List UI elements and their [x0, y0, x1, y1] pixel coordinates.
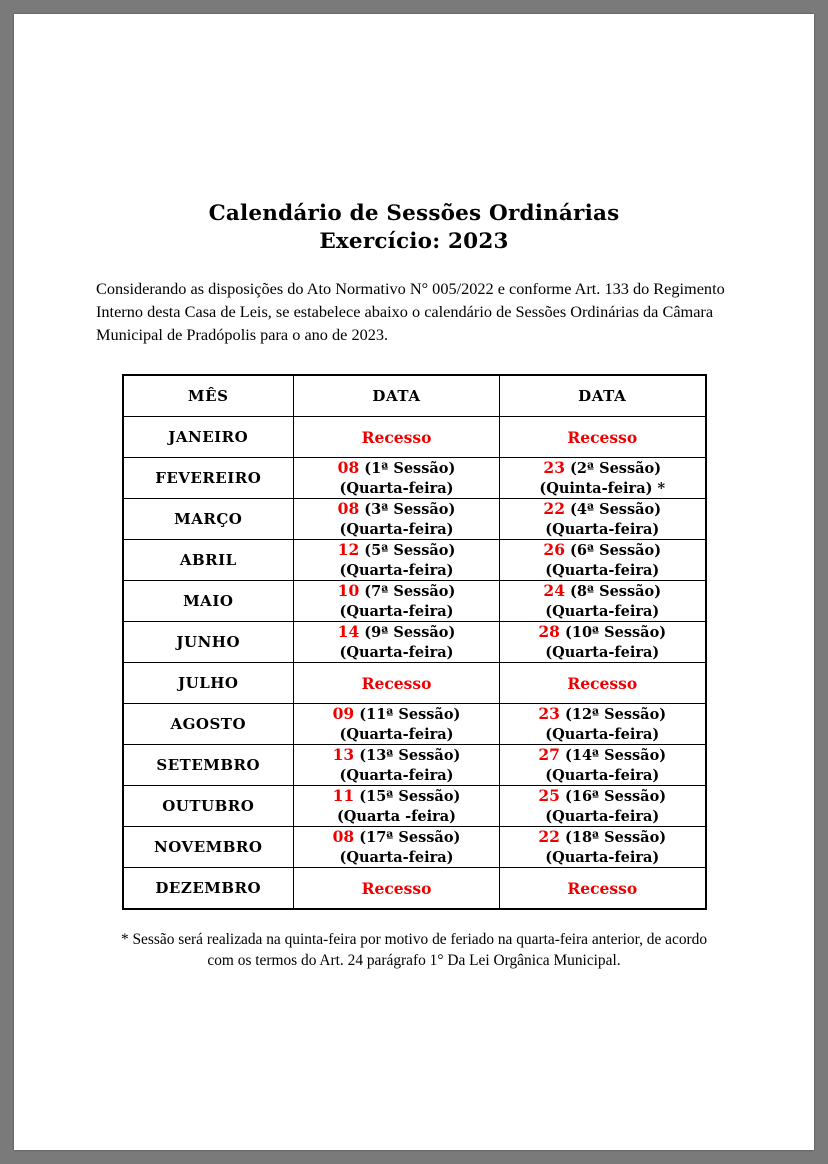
session-number: (9ª Sessão) — [359, 624, 456, 642]
session-day: 27 — [538, 745, 560, 765]
page-title — [76, 200, 752, 257]
month-cell: JUNHO — [123, 622, 294, 663]
session-weekday: (Quarta-feira) — [339, 767, 454, 785]
table-row — [123, 868, 706, 910]
session-number: (12ª Sessão) — [559, 706, 667, 724]
session-day: 25 — [538, 786, 560, 806]
session-line — [294, 623, 499, 643]
session-line — [500, 541, 705, 561]
month-cell: MAIO — [123, 581, 294, 622]
session-number: (11ª Sessão) — [354, 706, 461, 724]
date-cell-1 — [294, 827, 500, 868]
table-header-row — [123, 375, 706, 417]
session-weekday: (Quarta-feira) — [545, 644, 660, 662]
date-cell-1 — [294, 458, 500, 499]
month-cell: OUTUBRO — [123, 786, 294, 827]
session-weekday: (Quarta-feira) — [545, 726, 660, 744]
session-number: (13ª Sessão) — [354, 747, 461, 765]
document-page — [14, 14, 814, 1150]
month-cell: AGOSTO — [123, 704, 294, 745]
date-cell-2: Recesso — [500, 868, 706, 910]
session-weekday: (Quarta-feira) — [545, 849, 660, 867]
session-weekday: (Quarta-feira) — [339, 726, 454, 744]
session-number: (7ª Sessão) — [359, 583, 456, 601]
month-cell: NOVEMBRO — [123, 827, 294, 868]
session-day: 08 — [332, 827, 355, 847]
table-row — [123, 745, 706, 786]
table-row — [123, 704, 706, 745]
session-weekday: (Quinta-feira) * — [539, 480, 666, 498]
session-weekday: (Quarta -feira) — [336, 808, 457, 826]
title-line-2: Exercício: 2023 — [319, 229, 509, 255]
session-line — [294, 541, 499, 561]
session-line — [500, 746, 705, 766]
session-day: 23 — [543, 458, 565, 478]
table-header-cell: DATA — [500, 375, 706, 417]
month-cell: FEVEREIRO — [123, 458, 294, 499]
session-line — [294, 746, 499, 766]
date-cell-2: Recesso — [500, 663, 706, 704]
date-cell-1 — [294, 786, 500, 827]
month-cell: JANEIRO — [123, 417, 294, 458]
session-line — [294, 459, 499, 479]
session-number: (15ª Sessão) — [354, 788, 461, 806]
session-line — [294, 582, 499, 602]
session-weekday: (Quarta-feira) — [545, 767, 660, 785]
table-header-cell: DATA — [294, 375, 500, 417]
table-row — [123, 622, 706, 663]
session-number: (10ª Sessão) — [559, 624, 667, 642]
session-number: (16ª Sessão) — [559, 788, 667, 806]
date-cell-2 — [500, 622, 706, 663]
date-cell-1 — [294, 745, 500, 786]
session-day: 24 — [543, 581, 565, 601]
session-line — [500, 787, 705, 807]
session-weekday: (Quarta-feira) — [339, 644, 454, 662]
session-weekday: (Quarta-feira) — [339, 521, 454, 539]
date-cell-2: Recesso — [500, 417, 706, 458]
session-day: 22 — [543, 499, 565, 519]
session-line — [294, 705, 499, 725]
date-cell-2 — [500, 704, 706, 745]
session-number: (6ª Sessão) — [565, 542, 662, 560]
session-weekday: (Quarta-feira) — [545, 521, 660, 539]
session-weekday: (Quarta-feira) — [545, 808, 660, 826]
table-row — [123, 540, 706, 581]
date-cell-1 — [294, 581, 500, 622]
session-weekday: (Quarta-feira) — [545, 603, 660, 621]
session-number: (14ª Sessão) — [559, 747, 667, 765]
session-weekday: (Quarta-feira) — [339, 603, 454, 621]
session-line — [500, 623, 705, 643]
session-day: 10 — [337, 581, 360, 601]
session-number: (1ª Sessão) — [359, 460, 456, 478]
session-number: (5ª Sessão) — [359, 542, 456, 560]
session-weekday: (Quarta-feira) — [545, 562, 660, 580]
month-cell: MARÇO — [123, 499, 294, 540]
date-cell-1 — [294, 540, 500, 581]
session-number: (2ª Sessão) — [565, 460, 662, 478]
session-number: (17ª Sessão) — [354, 829, 461, 847]
date-cell-2 — [500, 581, 706, 622]
session-line — [294, 787, 499, 807]
session-line — [500, 828, 705, 848]
title-line-1: Calendário de Sessões Ordinárias — [208, 201, 620, 226]
footnote: * Sessão será realizada na quinta-feira por motivo de feriado na quarta-feira anterior, de acordo com os termos do Art. 24 parágrafo 1° Da Lei Orgânica Municipal. — [120, 931, 708, 970]
document-body — [14, 200, 814, 972]
month-cell: SETEMBRO — [123, 745, 294, 786]
session-day: 13 — [332, 745, 355, 765]
session-day: 08 — [337, 458, 360, 478]
session-line — [294, 828, 499, 848]
session-number: (18ª Sessão) — [559, 829, 667, 847]
date-cell-1: Recesso — [294, 417, 500, 458]
session-day: 22 — [538, 827, 560, 847]
table-row — [123, 581, 706, 622]
table-row — [123, 663, 706, 704]
table-row — [123, 827, 706, 868]
month-cell: DEZEMBRO — [123, 868, 294, 910]
session-weekday: (Quarta-feira) — [339, 562, 454, 580]
session-number: (3ª Sessão) — [359, 501, 456, 519]
calendar-table-wrapper — [76, 374, 752, 910]
table-row — [123, 458, 706, 499]
session-day: 26 — [543, 540, 565, 560]
date-cell-1 — [294, 622, 500, 663]
date-cell-1: Recesso — [294, 663, 500, 704]
session-day: 12 — [337, 540, 360, 560]
session-day: 11 — [332, 786, 355, 806]
calendar-table — [122, 374, 707, 910]
session-line — [500, 459, 705, 479]
date-cell-2 — [500, 745, 706, 786]
month-cell: ABRIL — [123, 540, 294, 581]
session-line — [294, 500, 499, 520]
session-day: 23 — [538, 704, 560, 724]
date-cell-1: Recesso — [294, 868, 500, 910]
intro-paragraph: Considerando as disposições do Ato Normativo N° 005/2022 e conforme Art. 133 do Regimento Interno desta Casa de Leis, se estabelece abaixo o calendário de Sessões Ordinárias da Câmara Municipal de Pradópolis para o ano de 2023. — [96, 278, 725, 345]
session-day: 08 — [337, 499, 360, 519]
table-row — [123, 417, 706, 458]
table-header-cell: MÊS — [123, 375, 294, 417]
session-number: (8ª Sessão) — [565, 583, 662, 601]
table-row — [123, 499, 706, 540]
date-cell-2 — [500, 540, 706, 581]
session-line — [500, 705, 705, 725]
date-cell-2 — [500, 458, 706, 499]
month-cell: JULHO — [123, 663, 294, 704]
date-cell-1 — [294, 704, 500, 745]
session-weekday: (Quarta-feira) — [339, 480, 454, 498]
date-cell-2 — [500, 827, 706, 868]
session-line — [500, 500, 705, 520]
date-cell-2 — [500, 499, 706, 540]
date-cell-1 — [294, 499, 500, 540]
session-weekday: (Quarta-feira) — [339, 849, 454, 867]
session-day: 14 — [337, 622, 360, 642]
session-number: (4ª Sessão) — [565, 501, 662, 519]
table-row — [123, 786, 706, 827]
date-cell-2 — [500, 786, 706, 827]
session-day: 09 — [332, 704, 355, 724]
session-line — [500, 582, 705, 602]
session-day: 28 — [538, 622, 560, 642]
